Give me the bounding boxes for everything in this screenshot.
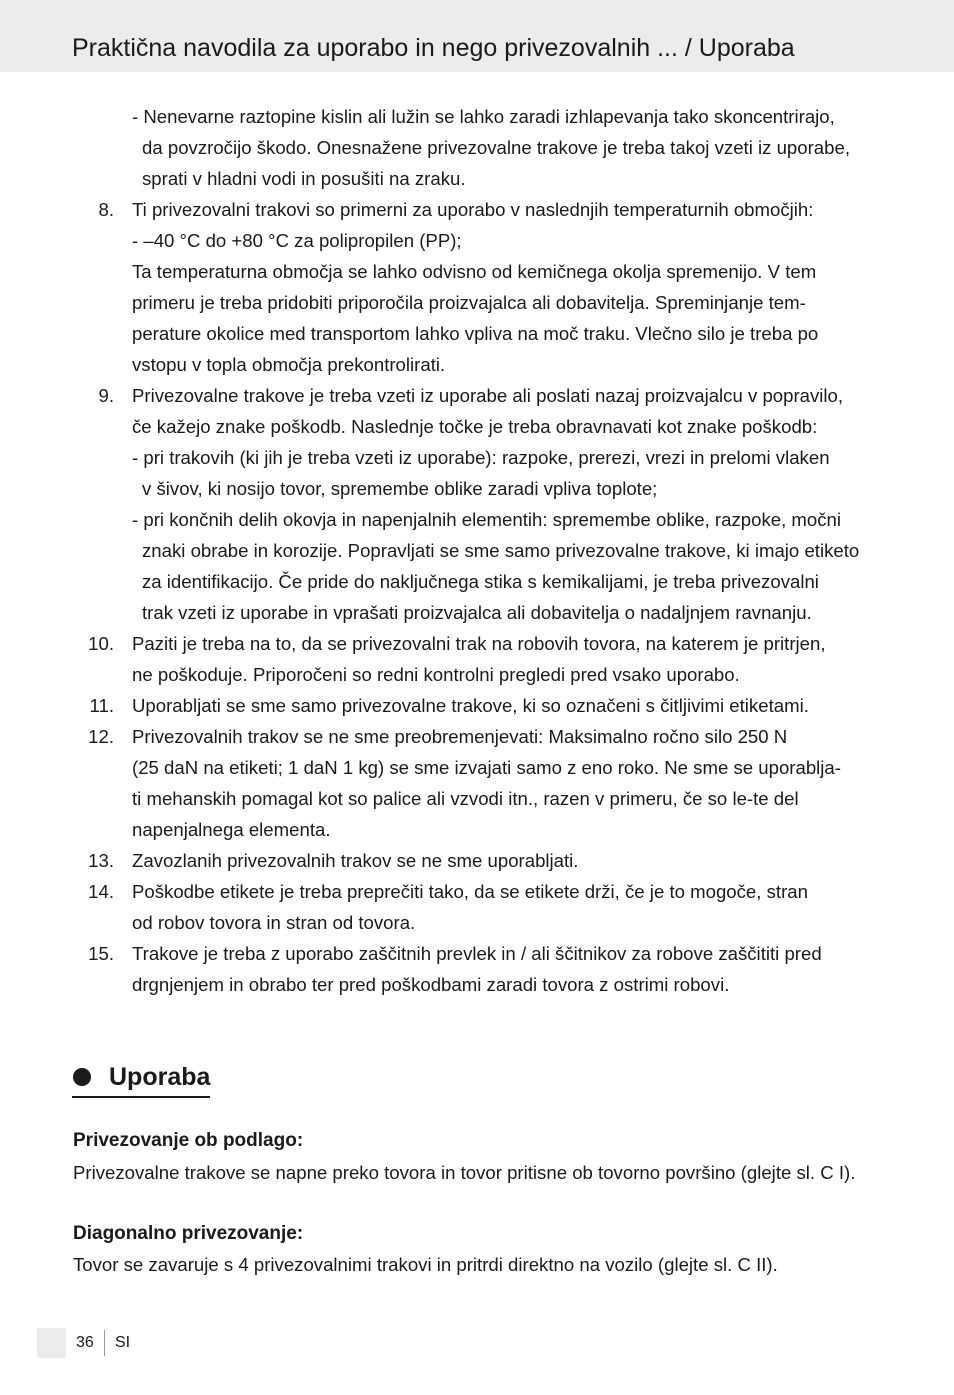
sub-text-privezovanje: Privezovalne trakove se napne preko tovora in tovor pritisne ob tovorno površino (glejte sl. C I). bbox=[73, 1162, 856, 1183]
list-text: ti mehanskih pomagal kot so palice ali vzvodi itn., razen v primeru, če so le-te del bbox=[132, 788, 799, 809]
list-line bbox=[0, 287, 954, 318]
list-text: (25 daN na etiketi; 1 daN 1 kg) se sme izvajati samo z eno roko. Ne sme se uporablja- bbox=[132, 757, 841, 778]
list-line bbox=[0, 380, 954, 411]
list-line bbox=[0, 597, 954, 628]
list-number: 9. bbox=[98, 385, 114, 406]
list-number: 13. bbox=[88, 850, 114, 871]
list-line bbox=[0, 907, 954, 938]
list-number: 12. bbox=[88, 726, 114, 747]
list-text: Poškodbe etikete je treba preprečiti tako, da se etikete drži, če je to mogoče, stran bbox=[132, 881, 808, 902]
list-line bbox=[0, 318, 954, 349]
list-number: 14. bbox=[88, 881, 114, 902]
list-line bbox=[0, 504, 954, 535]
list-line bbox=[0, 349, 954, 380]
list-line bbox=[0, 535, 954, 566]
list-number: 15. bbox=[88, 943, 114, 964]
list-line bbox=[0, 163, 954, 194]
list-line bbox=[0, 690, 954, 721]
list-text: primeru je treba pridobiti priporočila proizvajalca ali dobavitelja. Spreminjanje tem- bbox=[132, 292, 806, 313]
list-text: Uporabljati se sme samo privezovalne trakove, ki so označeni s čitljivimi etiketami. bbox=[132, 695, 809, 716]
list-text: za identifikacijo. Če pride do naključnega stika s kemikalijami, je treba privezovalni bbox=[142, 571, 819, 592]
sub-text-diagonalno: Tovor se zavaruje s 4 privezovalnimi trakovi in pritrdi direktno na vozilo (glejte sl. C II). bbox=[73, 1254, 778, 1275]
numbered-list bbox=[0, 101, 954, 1000]
list-line bbox=[0, 411, 954, 442]
footer-box bbox=[37, 1328, 66, 1358]
list-number: 8. bbox=[98, 199, 114, 220]
list-line bbox=[0, 194, 954, 225]
list-number: 10. bbox=[88, 633, 114, 654]
sub-heading-privezovanje: Privezovanje ob podlago: bbox=[73, 1130, 304, 1151]
list-line bbox=[0, 969, 954, 1000]
section-title: Uporaba bbox=[109, 1063, 211, 1091]
list-text: - pri trakovih (ki jih je treba vzeti iz uporabe): razpoke, prerezi, vrezi in prelomi vlaken bbox=[132, 447, 830, 468]
list-text: Ti privezovalni trakovi so primerni za uporabo v naslednjih temperaturnih območjih: bbox=[132, 199, 814, 220]
list-text: Paziti je treba na to, da se privezovalni trak na robovih tovora, na katerem je pritrjen, bbox=[132, 633, 826, 654]
list-line bbox=[0, 101, 954, 132]
list-text: v šivov, ki nosijo tovor, spremembe oblike zaradi vpliva toplote; bbox=[142, 478, 658, 499]
list-text: znaki obrabe in korozije. Popravljati se sme samo privezovalne trakove, ki imajo etiketo bbox=[142, 540, 860, 561]
list-line bbox=[0, 814, 954, 845]
list-text: ne poškoduje. Priporočeni so redni kontrolni pregledi pred vsako uporabo. bbox=[132, 664, 740, 685]
list-text: da povzročijo škodo. Onesnažene privezovalne trakove je treba takoj vzeti iz uporabe, bbox=[142, 137, 850, 158]
sub-heading-diagonalno: Diagonalno privezovanje: bbox=[73, 1223, 304, 1244]
list-text: vstopu v topla območja prekontrolirati. bbox=[132, 354, 446, 375]
list-line bbox=[0, 752, 954, 783]
list-text: sprati v hladni vodi in posušiti na zraku. bbox=[142, 168, 466, 189]
list-text: Privezovalnih trakov se ne sme preobremenjevati: Maksimalno ročno silo 250 N bbox=[132, 726, 788, 747]
list-line bbox=[0, 659, 954, 690]
list-text: trak vzeti iz uporabe in vprašati proizvajalca ali dobavitelja o nadaljnjem ravnanju. bbox=[142, 602, 812, 623]
list-text: - pri končnih delih okovja in napenjalnih elementih: spremembe oblike, razpoke, močni bbox=[132, 509, 842, 530]
page-number: 36 bbox=[76, 1334, 94, 1351]
bullet-icon bbox=[73, 1068, 91, 1086]
list-line bbox=[0, 225, 954, 256]
list-text: napenjalnega elementa. bbox=[132, 819, 331, 840]
section-heading bbox=[72, 1060, 210, 1098]
list-text: Privezovalne trakove je treba vzeti iz uporabe ali poslati nazaj proizvajalcu v popravilo, bbox=[132, 385, 844, 406]
list-line bbox=[0, 132, 954, 163]
list-text: če kažejo znake poškodb. Naslednje točke je treba obravnavati kot znake poškodb: bbox=[132, 416, 818, 437]
list-line bbox=[0, 938, 954, 969]
list-line bbox=[0, 876, 954, 907]
list-text: - Nenevarne raztopine kislin ali lužin se lahko zaradi izhlapevanja tako skoncentrirajo, bbox=[132, 106, 835, 127]
list-line bbox=[0, 473, 954, 504]
list-text: perature okolice med transportom lahko vpliva na moč traku. Vlečno silo je treba po bbox=[132, 323, 819, 344]
list-text: drgnjenjem in obrabo ter pred poškodbami zaradi tovora z ostrimi robovi. bbox=[132, 974, 730, 995]
language-code: SI bbox=[115, 1334, 131, 1351]
list-text: Ta temperaturna območja se lahko odvisno od kemičnega okolja spremenijo. V tem bbox=[132, 261, 817, 282]
list-text: Zavozlanih privezovalnih trakov se ne sme uporabljati. bbox=[132, 850, 579, 871]
list-line bbox=[0, 628, 954, 659]
list-number: 11. bbox=[89, 695, 114, 716]
list-line bbox=[0, 845, 954, 876]
list-line bbox=[0, 256, 954, 287]
list-text: od robov tovora in stran od tovora. bbox=[132, 912, 416, 933]
page-title: Praktična navodila za uporabo in nego privezovalnih ... / Uporaba bbox=[72, 34, 795, 62]
list-line bbox=[0, 566, 954, 597]
list-text: - –40 °C do +80 °C za polipropilen (PP); bbox=[132, 230, 462, 251]
list-line bbox=[0, 442, 954, 473]
footer-divider bbox=[104, 1330, 105, 1356]
list-line bbox=[0, 721, 954, 752]
list-line bbox=[0, 783, 954, 814]
list-text: Trakove je treba z uporabo zaščitnih prevlek in / ali ščitnikov za robove zaščititi pred bbox=[132, 943, 822, 964]
